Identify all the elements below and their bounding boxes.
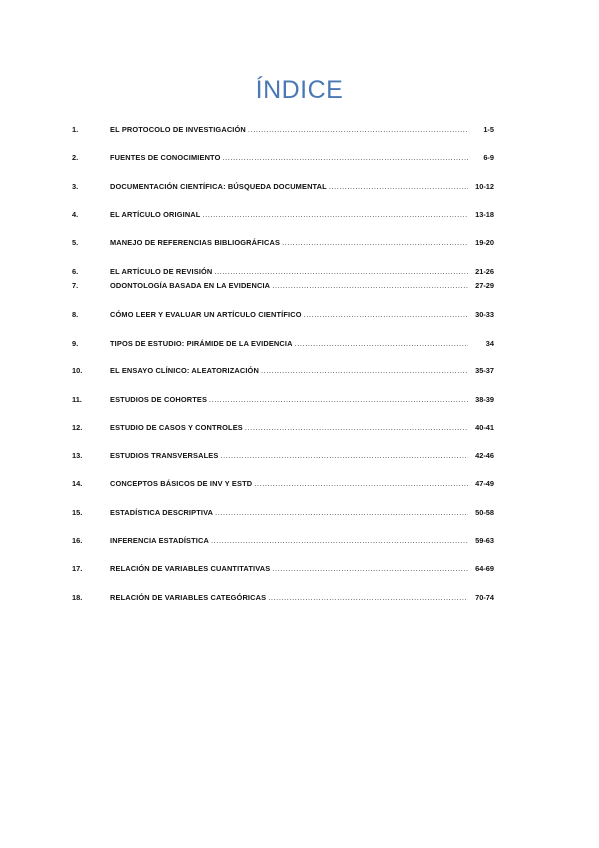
toc-entry-number: 7. [72, 281, 79, 290]
toc-entry [72, 280, 494, 292]
toc-entry [72, 338, 494, 350]
toc-entry-number: 14. [72, 479, 83, 488]
toc-entry-number: 17. [72, 564, 83, 573]
toc-entry-number: 10. [72, 366, 83, 375]
toc-entry [72, 592, 494, 604]
toc-dot-leader [295, 338, 468, 350]
toc-entry-label: RELACIÓN DE VARIABLES CUANTITATIVAS [110, 564, 271, 573]
toc-entry-label: EL ARTÍCULO DE REVISIÓN [110, 267, 213, 276]
toc-dot-leader [254, 478, 468, 490]
toc-entry-label: CÓMO LEER Y EVALUAR UN ARTÍCULO CIENTÍFICO [110, 310, 302, 319]
toc-entry-pages: 47-49 [475, 479, 494, 488]
toc-dot-leader [268, 592, 468, 604]
toc-entry-label: CONCEPTOS BÁSICOS DE INV Y ESTD [110, 479, 253, 488]
toc-entry-label: FUENTES DE CONOCIMIENTO [110, 153, 221, 162]
toc-entry-number: 4. [72, 210, 79, 219]
toc-entry-pages: 27-29 [475, 281, 494, 290]
toc-entry-number: 11. [72, 395, 82, 404]
toc-entry-label: EL ENSAYO CLÍNICO: ALEATORIZACIÓN [110, 366, 259, 375]
toc-entry-pages: 10-12 [475, 182, 494, 191]
toc-entry-label: EL PROTOCOLO DE INVESTIGACIÓN [110, 125, 246, 134]
toc-entry [72, 563, 494, 575]
toc-dot-leader [209, 394, 468, 406]
toc-entry [72, 266, 494, 278]
toc-entry-number: 13. [72, 451, 83, 460]
toc-entry-number: 1. [72, 125, 79, 134]
toc-entry-label: ESTUDIOS DE COHORTES [110, 395, 208, 404]
toc-dot-leader [304, 309, 468, 321]
toc-entry-pages: 1-5 [483, 125, 494, 134]
toc-entry-number: 16. [72, 536, 83, 545]
toc-entry-number: 18. [72, 593, 83, 602]
toc-entry-pages: 40-41 [475, 423, 494, 432]
toc-entry [72, 507, 494, 519]
toc-dot-leader [272, 280, 468, 292]
toc-entry-pages: 50-58 [475, 508, 494, 517]
toc-entry-number: 15. [72, 508, 83, 517]
toc-entry-number: 12. [72, 423, 83, 432]
toc-dot-leader [222, 152, 468, 164]
toc-entry-pages: 21-26 [475, 267, 494, 276]
toc-entry-pages: 35-37 [475, 366, 494, 375]
toc-entry-label: ESTADÍSTICA DESCRIPTIVA [110, 508, 214, 517]
toc-entry-pages: 59-63 [475, 536, 494, 545]
toc-entry [72, 394, 494, 406]
toc-dot-leader [220, 450, 468, 462]
toc-entry-label: ESTUDIOS TRANSVERSALES [110, 451, 219, 460]
toc-entry [72, 478, 494, 490]
toc-dot-leader [202, 209, 468, 221]
toc-dot-leader [211, 535, 468, 547]
toc-entry-label: MANEJO DE REFERENCIAS BIBLIOGRÁFICAS [110, 238, 281, 247]
toc-entry-pages: 64-69 [475, 564, 494, 573]
toc-entry-pages: 38-39 [475, 395, 494, 404]
toc-entry-number: 9. [72, 339, 79, 348]
toc-entry [72, 535, 494, 547]
toc-entry [72, 365, 494, 377]
toc-entry-pages: 30-33 [475, 310, 494, 319]
toc-dot-leader [272, 563, 468, 575]
toc-entry-pages: 19-20 [475, 238, 494, 247]
toc-entry-number: 8. [72, 310, 79, 319]
toc-entry-pages: 6-9 [483, 153, 494, 162]
toc-entry-pages: 34 [485, 339, 494, 348]
page-title: ÍNDICE [255, 76, 344, 104]
toc-entry-pages: 42-46 [475, 451, 494, 460]
toc-entry [72, 422, 494, 434]
toc-entry-label: ODONTOLOGÍA BASADA EN LA EVIDENCIA [110, 281, 271, 290]
toc-entry-pages: 13-18 [475, 210, 494, 219]
toc-dot-leader [261, 365, 468, 377]
toc-entry [72, 124, 494, 136]
toc-dot-leader [245, 422, 468, 434]
toc-entry-label: INFERENCIA ESTADÍSTICA [110, 536, 209, 545]
toc-entry [72, 450, 494, 462]
toc-entry [72, 237, 494, 249]
toc-entry-label: ESTUDIO DE CASOS Y CONTROLES [110, 423, 243, 432]
toc-entry-number: 6. [72, 267, 79, 276]
toc-dot-leader [329, 181, 468, 193]
toc-entry [72, 181, 494, 193]
toc-dot-leader [215, 507, 468, 519]
toc-dot-leader [248, 124, 468, 136]
toc-entry [72, 309, 494, 321]
toc-entry-number: 5. [72, 238, 79, 247]
toc-entry-label: DOCUMENTACIÓN CIENTÍFICA: BÚSQUEDA DOCUMENTAL [110, 182, 327, 191]
toc-dot-leader [214, 266, 468, 278]
toc-entry-label: TIPOS DE ESTUDIO: PIRÁMIDE DE LA EVIDENCIA [110, 339, 293, 348]
toc-entry-number: 2. [72, 153, 79, 162]
toc-entry-label: EL ARTÍCULO ORIGINAL [110, 210, 201, 219]
toc-entry-pages: 70-74 [475, 593, 494, 602]
toc-entry [72, 152, 494, 164]
toc-entry-number: 3. [72, 182, 79, 191]
toc-entry-label: RELACIÓN DE VARIABLES CATEGÓRICAS [110, 593, 267, 602]
toc-entry [72, 209, 494, 221]
toc-dot-leader [282, 237, 468, 249]
